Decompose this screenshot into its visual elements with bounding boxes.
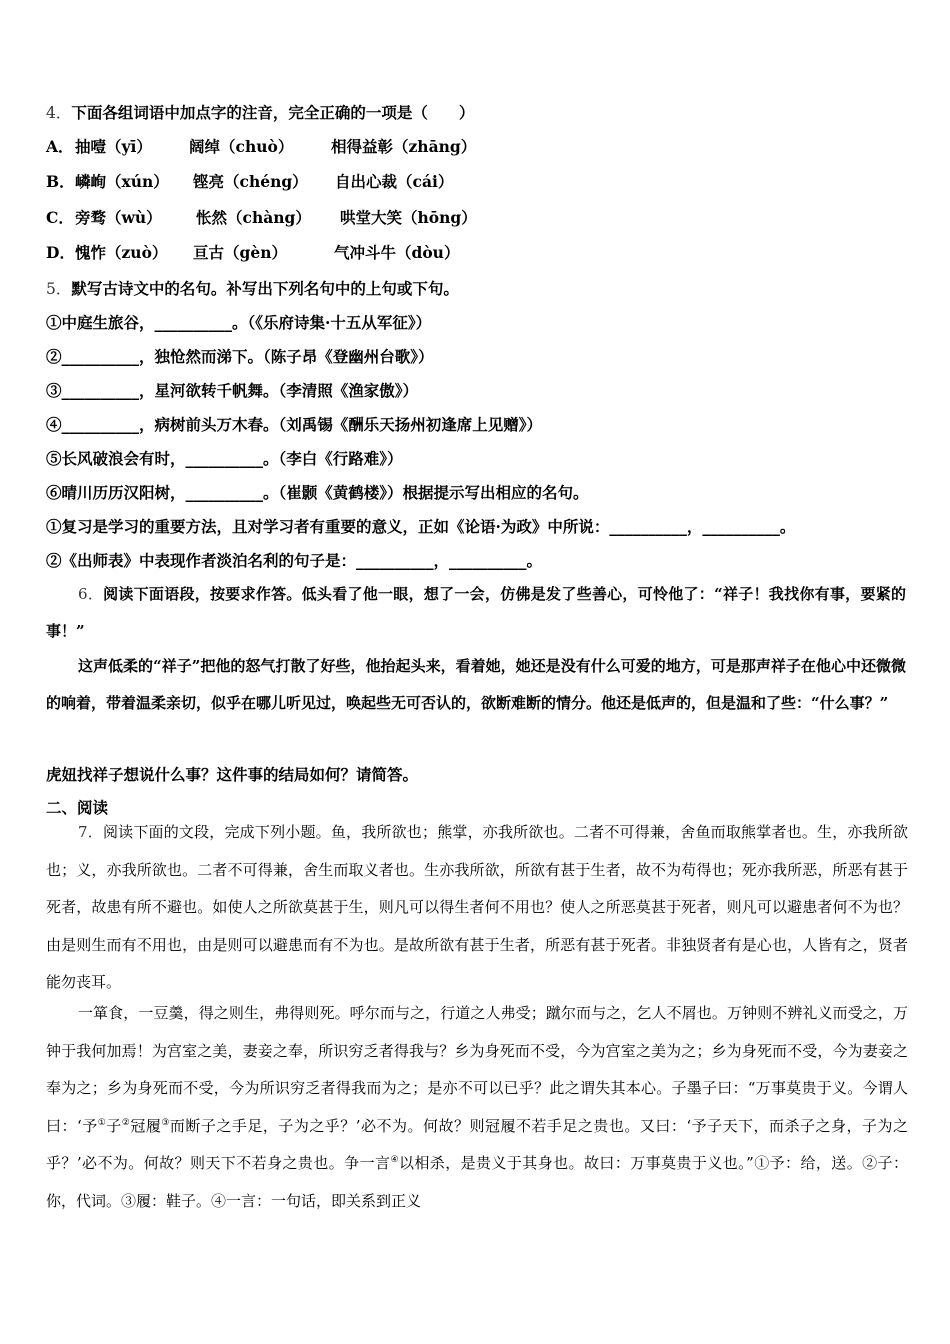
q7-para-1: 阅读下面的文段，完成下列小题。鱼，我所欲也；熊掌，亦我所欲也。二者不可得兼，舍鱼而取熊掌者也。生，亦我所欲也；义，亦我所欲也。二者不可得兼，舍生而取义者也。生亦我所欲，所欲有甚于生者，故不为苟得也；死亦我所恶，所恶有甚于死者，故患有所不避也。如使人之所欲莫甚于生，则凡可以得生者何不用也？使人之所恶莫甚于死者，则凡可以避患者何不为也？由是则生而有不用也，由是则可以避患而有不为也。是故所欲有甚于生者，所恶有甚于死者。非独贤者有是心也，人皆有之，贤者能勿丧耳。: [46, 823, 908, 991]
option-label: B．: [46, 172, 75, 191]
option-label: D．: [46, 243, 75, 262]
footnote-mark-4: ④: [390, 1155, 399, 1165]
section-title: 二、阅读: [46, 798, 109, 817]
footnote-mark-2: ②: [121, 1117, 131, 1128]
q5-stem: 默写古诗文中的名句。补写出下列名句中的上句或下句。: [71, 279, 459, 298]
q4-number: 4．: [46, 104, 72, 122]
q6-text-1: 阅读下面语段，按要求作答。低头看了他一眼，想了一会，仿佛是发了些善心，可怜他了：“祥子！我找你有事，要紧的事！”: [46, 585, 906, 640]
q4-stem: 下面各组词语中加点字的注音，完全正确的一项是（ ）: [71, 103, 475, 122]
q6-passage-1: [46, 576, 906, 649]
option-word-1: 嶙峋（xún）: [75, 172, 169, 191]
option-word-3: 哄堂大笑（hōng）: [340, 208, 477, 227]
q7-para-2-part-1: 一箪食，一豆羹，得之则生，弗得则死。呼尔而与之，行道之人弗受；蹴尔而与之，乞人不屑也。万钟则不辨礼义而受之，万钟于我何加焉！为宫室之美，妻妾之奉，所识穷乏者得我与？乡为身死而不受，今为宫室之美为之；乡为身死而不受，今为妻妾之奉为之；乡为身死而不受，今为所识穷乏者得我而为之；是亦不可以已乎？此之谓失其本心。子墨子曰：“万事莫贵于义。今谓人曰：‘予: [46, 1004, 908, 1135]
q4-option-c: [46, 206, 477, 228]
q7-para-2-part-4: 而断子之手足，子为之乎？’必不为。何故？则冠履不若手足之贵也。又曰：‘予子天下，而杀子之身，子为之乎？’必不为。何故？则天下不若身之贵也。争一言: [46, 1116, 908, 1172]
q6-number: 6．: [78, 585, 104, 603]
option-label: A．: [46, 137, 74, 156]
q7-para-2-part-2: 子: [106, 1116, 122, 1135]
q4-stem-line: [46, 101, 474, 123]
q7-para-2-part-3: 冠履: [130, 1116, 162, 1135]
q7-passage-1: [46, 814, 908, 1002]
q5-item-7: ①复习是学习的重要方法，且对学习者有重要的意义，正如《论语·为政》中所说：__________，__________。: [46, 517, 796, 536]
q7-number: 7．: [78, 823, 103, 841]
option-word-1: 愧怍（zuò）: [75, 243, 168, 262]
q5-item-3: ③__________，星河欲转千帆舞。（李清照《渔家傲》）: [46, 381, 419, 400]
q5-item-4: ④__________，病树前头万木春。（刘禹锡《酬乐天扬州初逢席上见赠》）: [46, 415, 543, 434]
option-word-1: 抽噎（yī）: [75, 137, 152, 156]
q5-stem-line: [46, 277, 459, 299]
q7-passage-2: [46, 995, 908, 1220]
q5-number: 5．: [46, 280, 72, 298]
q6-question: 虎妞找祥子想说什么事？这件事的结局如何？请简答。: [46, 765, 419, 784]
q5-item-2: ②__________，独怆然而涕下。（陈子昂《登幽州台歌》）: [46, 347, 434, 366]
q4-option-d: [46, 241, 459, 263]
q4-option-a: [46, 135, 476, 157]
option-word-1: 旁骛（wù）: [75, 208, 162, 227]
footnote-mark-1: ①: [97, 1117, 107, 1128]
option-word-2: 阔绰（chuò）: [189, 137, 294, 156]
q5-item-1: ①中庭生旅谷，__________。（《乐府诗集·十五从军征》）: [46, 313, 432, 332]
footnote-mark-3: ③: [161, 1117, 170, 1128]
option-word-3: 自出心裁（cái）: [335, 172, 454, 191]
option-word-2: 铿亮（chéng）: [193, 172, 308, 191]
q5-item-5: ⑤长风破浪会有时，__________。（李白《行路难》）: [46, 449, 403, 468]
option-word-3: 相得益彰（zhāng）: [331, 137, 477, 156]
q5-item-6: ⑥晴川历历汉阳树，__________。（崔颢《黄鹤楼》）根据提示写出相应的名句。: [46, 483, 589, 502]
q5-item-8: ②《出师表》中表现作者淡泊名利的句子是：__________，__________。: [46, 551, 543, 570]
option-word-2: 怅然（chàng）: [196, 208, 311, 227]
q6-passage-2: 这声低柔的“祥子”把他的怒气打散了好些，他抬起头来，看着她，她还是没有什么可爱的地方，可是那声祥子在他心中还微微的响着，带着温柔亲切，似乎在哪儿听见过，唤起些无可否认的，欲断难断的情分。他还是低声的，但是温和了些：“什么事？”: [46, 657, 906, 712]
option-word-3: 气冲斗牛（dòu）: [334, 243, 460, 262]
q4-option-b: [46, 170, 453, 192]
option-label: C．: [46, 208, 74, 227]
q7-para-2-part-5: 以相杀，是贵义于其身也。故曰：万事莫贵于义也。”①予：给，送。②子：你，代词。③履：鞋子。④一言：一句话，即关系到正义: [46, 1154, 908, 1210]
option-word-2: 亘古（gèn）: [193, 243, 287, 262]
